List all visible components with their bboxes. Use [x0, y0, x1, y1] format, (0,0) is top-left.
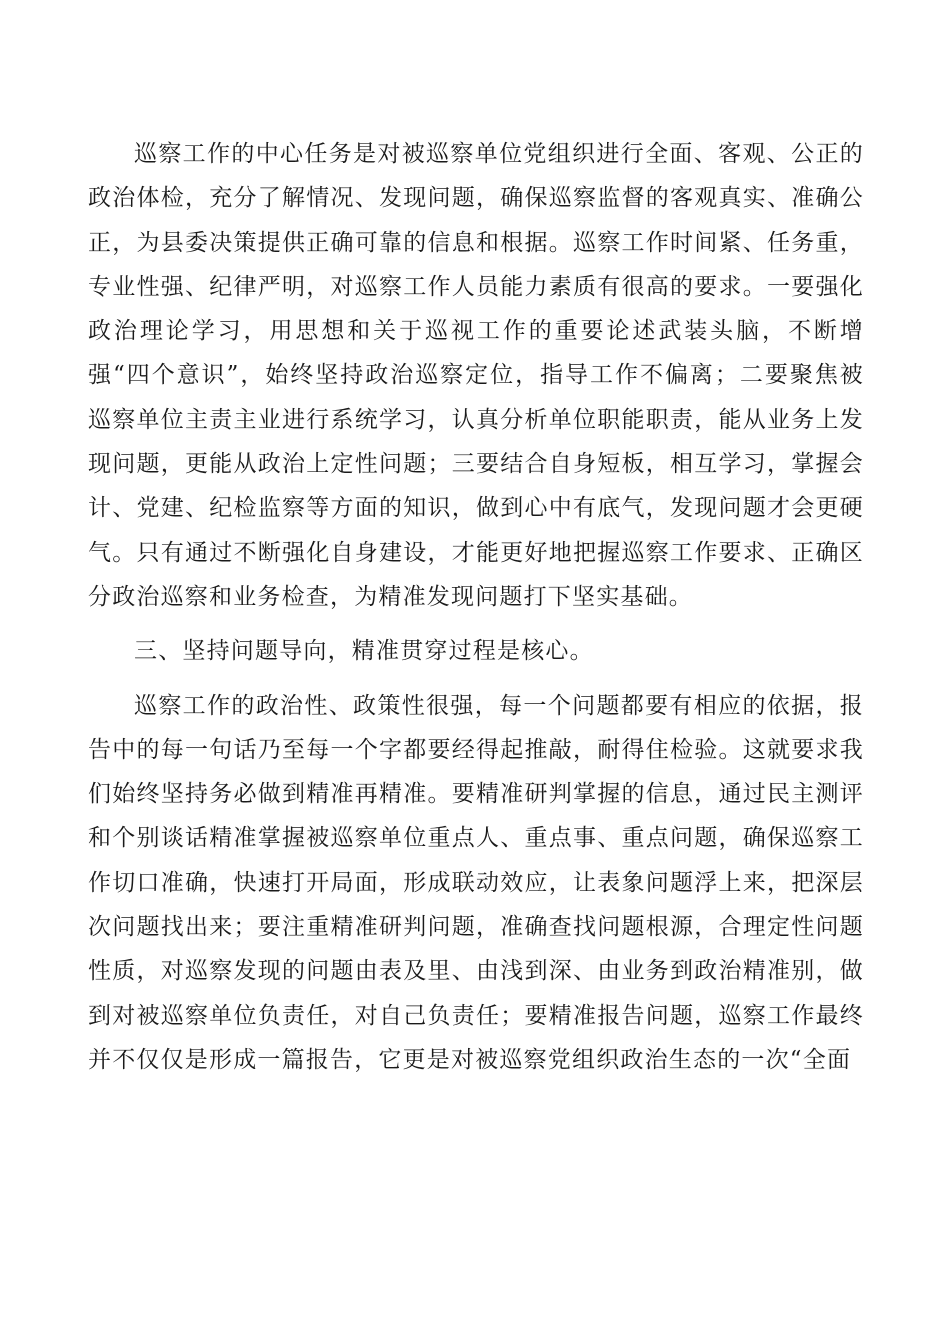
section-heading-three: 三、坚持问题导向，精准贯穿过程是核心。 — [134, 638, 594, 665]
document-body — [88, 132, 864, 1082]
paragraph-inspection-tasks: 巡察工作的中心任务是对被巡察单位党组织进行全面、客观、公正的政治体检，充分了解情况、发现问题，确保巡察监督的客观真实、准确公正，为县委决策提供正确可靠的信息和根据。巡察工作时间紧、任务重，专业性强、纪律严明，对巡察工作人员能力素质有很高的要求。一要强化政治理论学习，用思想和关于巡视工作的重要论述武装头脑，不断增强“四个意识”，始终坚持政治巡察定位，指导工作不偏离；二要聚焦被巡察单位主责主业进行系统学习，认真分析单位职能职责，能从业务上发现问题，更能从政治上定性问题；三要结合自身短板，相互学习，掌握会计、党建、纪检监察等方面的知识，做到心中有底气，发现问题才会更硬气。只有通过不断强化自身建设，才能更好地把握巡察工作要求、正确区分政治巡察和业务检查，为精准发现问题打下坚实基础。 — [88, 141, 864, 610]
paragraph-precision-process: 巡察工作的政治性、政策性很强，每一个问题都要有相应的依据，报告中的每一句话乃至每一个字都要经得起推敲，耐得住检验。这就要求我们始终坚持务必做到精准再精准。要精准研判掌握的信息，通过民主测评和个别谈话精准掌握被巡察单位重点人、重点事、重点问题，确保巡察工作切口准确，快速打开局面，形成联动效应，让表象问题浮上来，把深层次问题找出来；要注重精准研判问题，准确查找问题根源，合理定性问题性质，对巡察发现的问题由表及里、由浅到深、由业务到政治精准别，做到对被巡察单位负责任，对自己负责任；要精准报告问题，巡察工作最终并不仅仅是形成一篇报告，它更是对被巡察党组织政治生态的一次“全面 — [88, 692, 864, 1073]
